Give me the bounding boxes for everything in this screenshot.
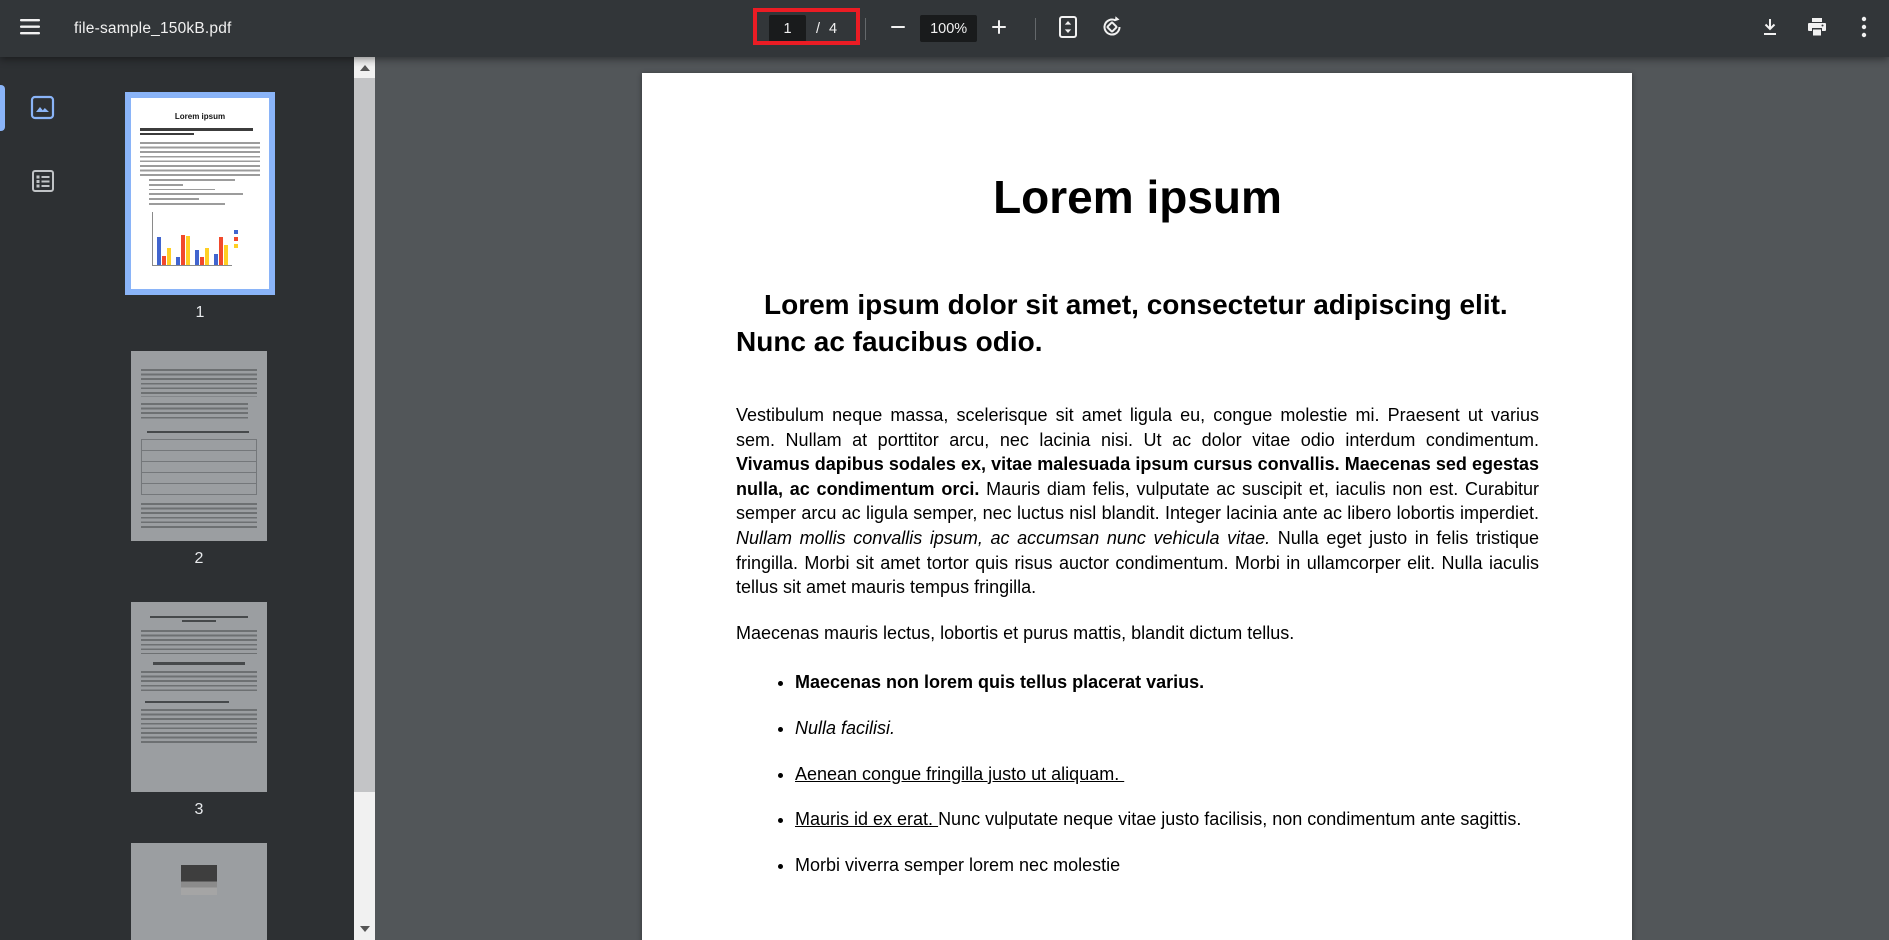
scrollbar-thumb[interactable] — [354, 78, 375, 792]
thumbnail-3-page — [131, 602, 267, 792]
thumbnail-2-page — [131, 351, 267, 541]
bullet-item — [795, 807, 1539, 832]
thumbnail-image-block — [181, 865, 217, 895]
thumbnail-1-page — [125, 92, 275, 295]
bullet-text: Morbi viverra semper lorem nec molestie — [795, 854, 1121, 875]
toolbar-divider — [1035, 18, 1036, 40]
document-filename: file-sample_150kB.pdf — [74, 19, 232, 37]
fit-to-page-button[interactable] — [1054, 9, 1082, 49]
bullet-text: Nunc vulputate neque vitae justo facilisis, non condimentum ante sagittis. — [938, 809, 1522, 830]
doc-heading: Lorem ipsum dolor sit amet, consectetur adipiscing elit. Nunc ac faucibus odio. — [736, 289, 1508, 358]
vertical-dots-icon — [1861, 16, 1867, 41]
doc-paragraph-1 — [736, 403, 1539, 600]
hamburger-icon — [20, 19, 40, 38]
minus-icon — [890, 19, 906, 38]
thumbnails-view-button[interactable] — [30, 95, 55, 120]
page-thumbnail-2[interactable] — [131, 351, 267, 568]
down-arrow-icon — [360, 926, 370, 932]
doc-title: Lorem ipsum — [993, 171, 1282, 223]
paragraph-italic-text: Nullam mollis convallis ipsum, ac accumsan nunc vehicula vitae. — [736, 528, 1271, 549]
fit-page-icon — [1057, 15, 1079, 42]
more-options-button[interactable] — [1840, 9, 1887, 49]
bullet-text: Mauris id ex erat. — [795, 809, 939, 830]
bullet-item — [795, 670, 1539, 695]
toolbar-divider — [865, 18, 866, 40]
bullet-text: Maecenas non lorem quis tellus placerat varius. — [795, 672, 1205, 693]
paragraph-text: Nulla eget justo in felis tristique fringilla. Morbi sit amet tortor quis risus auctor condimentum. Morbi in ullamcorper elit. Nulla iaculis tellus sit amet mauris tempus fringilla. — [736, 528, 1540, 598]
outline-view-button[interactable] — [30, 169, 55, 194]
zoom-in-button[interactable] — [985, 9, 1013, 49]
page-thumbnail-4[interactable] — [131, 843, 267, 940]
thumbnail-sidebar — [0, 57, 354, 940]
bullet-item — [795, 716, 1539, 741]
thumbnail-bar-chart — [152, 212, 248, 266]
thumbnail-title-text: Lorem ipsum — [174, 112, 226, 121]
page-number-input[interactable] — [769, 15, 806, 42]
bullet-item — [795, 762, 1539, 787]
page-thumbnail-3[interactable] — [131, 602, 267, 819]
pdf-page-1 — [642, 73, 1632, 940]
paragraph-text: Mauris diam felis, vulputate ac suscipit et, iaculis non est. Curabitur semper arcu ac ligula semper, nec luctus nisl blandit. Integer lacinia ante ac libero lobortis imperdiet. — [736, 478, 1539, 524]
bullet-text: Aenean congue fringilla justo ut aliquam. — [795, 763, 1125, 784]
pdf-toolbar — [0, 0, 1889, 57]
active-view-indicator — [0, 85, 5, 131]
thumbnail-table — [141, 439, 257, 495]
document-outline-icon — [31, 169, 55, 196]
menu-button[interactable] — [0, 0, 60, 57]
page-thumbnail-1[interactable] — [125, 92, 275, 322]
print-button[interactable] — [1793, 9, 1840, 49]
page-total: 4 — [829, 20, 838, 37]
scrollbar — [354, 57, 375, 940]
thumbnail-4-page — [131, 843, 267, 940]
download-button[interactable] — [1746, 9, 1793, 49]
paragraph-bold-text: Vivamus dapibus sodales ex, vitae malesuada ipsum cursus convallis. Maecenas sed egestas nulla, ac condimentum orci. — [736, 454, 1539, 499]
zoom-level: 100% — [920, 15, 977, 42]
rotate-button[interactable] — [1098, 9, 1126, 49]
document-viewer[interactable] — [375, 57, 1889, 940]
up-arrow-icon — [360, 65, 370, 71]
bullet-text: Nulla facilisi. — [795, 718, 896, 739]
doc-bullet-list — [736, 670, 1539, 877]
thumbnails-icon — [30, 95, 55, 123]
thumbnail-3-label: 3 — [194, 801, 204, 818]
plus-icon — [991, 19, 1007, 38]
thumbnail-2-label: 2 — [194, 550, 204, 567]
download-icon — [1760, 17, 1780, 40]
scrollbar-up-button[interactable] — [354, 57, 375, 79]
thumbnail-bullet-lines — [140, 179, 260, 205]
thumbnail-1-label: 1 — [195, 304, 205, 321]
printer-icon — [1807, 17, 1827, 40]
doc-paragraph-2: Maecenas mauris lectus, lobortis et purus mattis, blandit dictum tellus. — [736, 622, 1295, 643]
page-separator: / — [816, 20, 821, 37]
paragraph-text: Vestibulum neque massa, scelerisque sit amet ligula eu, congue molestie mi. Praesent ut varius sem. Nullam at porttitor arcu, nec lacinia nisi. Ut ac dolor vitae odio interdum condimentum. — [736, 405, 1539, 450]
scrollbar-down-button[interactable] — [354, 918, 375, 940]
zoom-out-button[interactable] — [884, 9, 912, 49]
bullet-item — [795, 853, 1539, 878]
rotate-counterclockwise-icon — [1100, 15, 1124, 42]
